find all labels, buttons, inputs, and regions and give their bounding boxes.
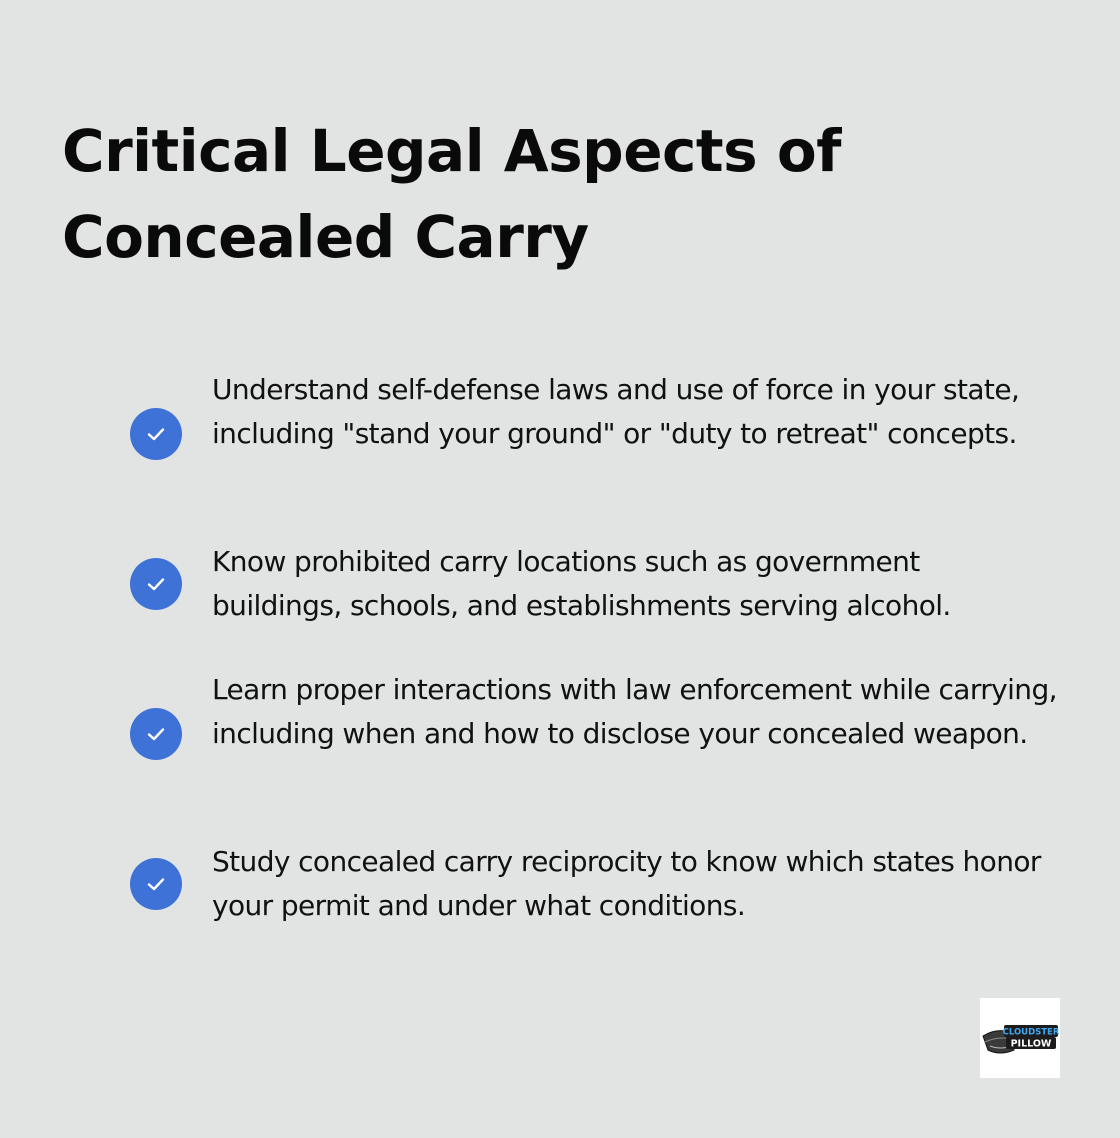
check-circle-icon	[130, 858, 182, 910]
list-item-text: Understand self-defense laws and use of force in your state, including "stand your ground" or "duty to retreat" concepts.	[212, 373, 1020, 450]
pillow-icon	[980, 998, 1060, 1078]
svg-text:CLOUDSTER: CLOUDSTER	[1002, 1027, 1060, 1038]
check-circle-icon	[130, 558, 182, 610]
page-title: Critical Legal Aspects of Concealed Carry	[62, 117, 841, 271]
brand-logo	[980, 998, 1060, 1078]
list-item-text: Learn proper interactions with law enforcement while carrying, including when and how to disclose your concealed weapon.	[212, 673, 1057, 750]
svg-text:PILLOW: PILLOW	[1010, 1038, 1052, 1050]
check-circle-icon	[130, 408, 182, 460]
list-item-text: Study concealed carry reciprocity to know which states honor your permit and under what conditions.	[212, 845, 1041, 922]
list-item-text: Know prohibited carry locations such as government buildings, schools, and establishments serving alcohol.	[212, 545, 951, 622]
check-circle-icon	[130, 708, 182, 760]
